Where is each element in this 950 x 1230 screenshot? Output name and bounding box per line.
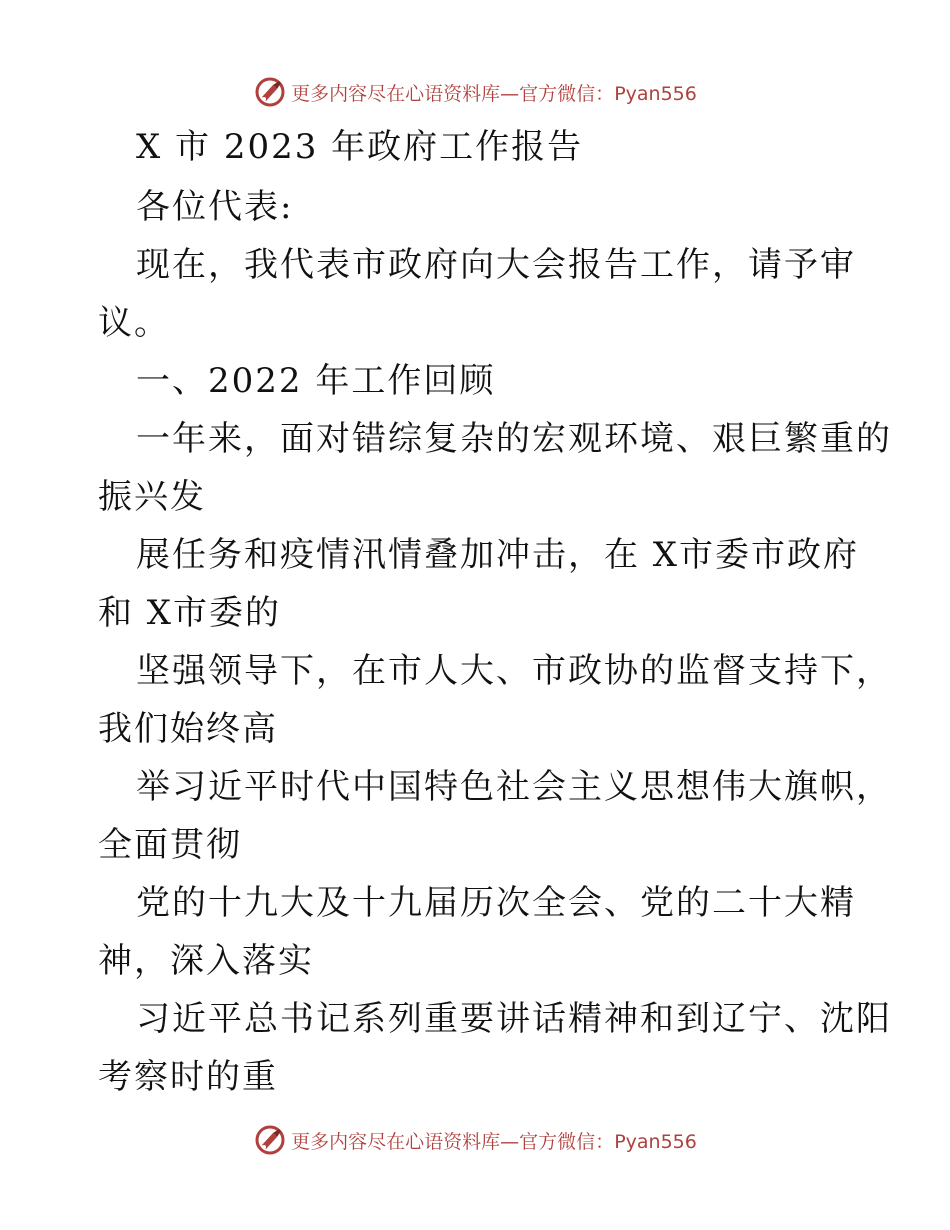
watermark-official: 官方微信： xyxy=(519,82,615,105)
paragraph-line: 坚强领导下，在市人大、市政协的监督支持下， xyxy=(136,651,892,691)
paragraph-line: 和 X市委的 xyxy=(98,593,282,633)
paragraph-line: 振兴发 xyxy=(98,477,206,517)
paragraph-line: 举习近平时代中国特色社会主义思想伟大旗帜， xyxy=(136,767,892,807)
watermark-account: Pyan556 xyxy=(614,1130,697,1153)
footer-watermark xyxy=(0,1120,950,1160)
paragraph-line: 议。 xyxy=(98,303,170,343)
watermark-account: Pyan556 xyxy=(614,82,697,105)
brand-logo-icon xyxy=(253,1123,287,1157)
watermark-title: 更多内容尽在心语资料库 xyxy=(291,1130,501,1153)
salutation: 各位代表: xyxy=(136,187,294,227)
watermark-dash: — xyxy=(500,1130,520,1153)
watermark-text xyxy=(291,1127,697,1154)
brand-logo-icon xyxy=(253,75,287,109)
watermark-title: 更多内容尽在心语资料库 xyxy=(291,82,501,105)
paragraph-line: 神，深入落实 xyxy=(98,941,314,981)
paragraph-line: 习近平总书记系列重要讲话精神和到辽宁、沈阳 xyxy=(136,999,892,1039)
paragraph-line: 展任务和疫情汛情叠加冲击，在 X市委市政府 xyxy=(136,535,860,575)
paragraph-line: 我们始终高 xyxy=(98,709,278,749)
paragraph-line: 一年来，面对错综复杂的宏观环境、艰巨繁重的 xyxy=(136,419,892,459)
header-watermark xyxy=(0,72,950,112)
paragraph-line: 考察时的重 xyxy=(98,1057,278,1097)
watermark-text xyxy=(291,79,697,106)
paragraph-line: 全面贯彻 xyxy=(98,825,242,865)
paragraph-line: 现在，我代表市政府向大会报告工作，请予审 xyxy=(136,245,856,285)
watermark-dash: — xyxy=(500,82,520,105)
watermark-official: 官方微信： xyxy=(519,1130,615,1153)
paragraph-line: 党的十九大及十九届历次全会、党的二十大精 xyxy=(136,883,856,923)
section-heading: 一、2022 年工作回顾 xyxy=(136,361,496,401)
document-title: X 市 2023 年政府工作报告 xyxy=(136,127,584,167)
